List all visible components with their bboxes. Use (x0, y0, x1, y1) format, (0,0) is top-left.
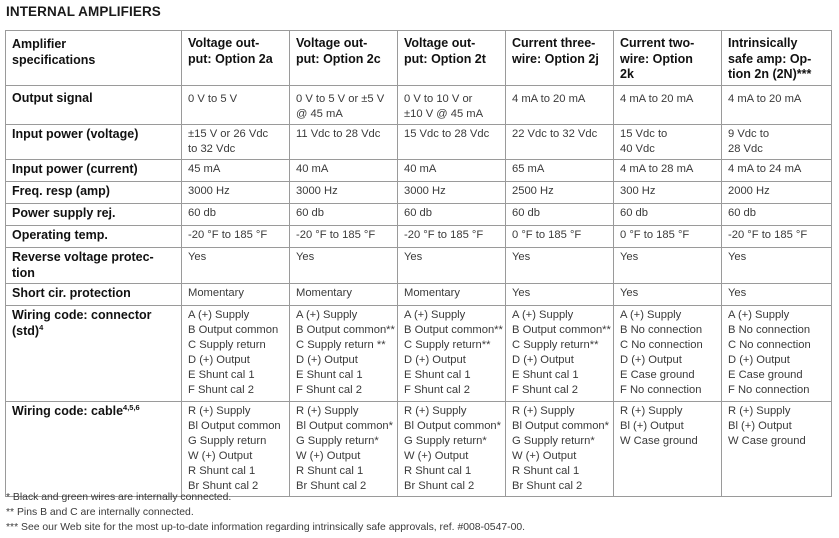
column-header (506, 31, 614, 86)
cell-line: B Output common (188, 324, 279, 336)
cell-line: @ 45 mA (296, 108, 343, 120)
cell-line: 40 Vdc (620, 143, 655, 155)
cell-line: Intrinsically (728, 36, 798, 50)
cell-line: R (+) Supply (404, 405, 467, 417)
footnote-ref: 4 (39, 322, 44, 332)
cell-line: F Shunt cal 2 (296, 384, 362, 396)
cell-line: Momentary (188, 287, 244, 299)
table-cell (722, 226, 832, 248)
cell-line: 4 mA to 20 mA (620, 93, 694, 105)
table-cell (398, 86, 506, 125)
table-cell (614, 226, 722, 248)
row-label-text: Operating temp. (12, 228, 108, 242)
cell-line: A (+) Supply (512, 309, 574, 321)
table-cell (398, 204, 506, 226)
cell-line: 28 Vdc (728, 143, 763, 155)
cell-line: to 32 Vdc (188, 143, 236, 155)
table-cell (290, 182, 398, 204)
footnote: * Black and green wires are internally connected. (6, 492, 232, 503)
cell-line: F Shunt cal 2 (404, 384, 470, 396)
table-row (6, 182, 832, 204)
cell-line: specifications (12, 52, 96, 67)
table-row (6, 306, 832, 402)
cell-line: D (+) Output (620, 354, 682, 366)
cell-line: B No connection (620, 324, 703, 336)
cell-line: 3000 Hz (188, 185, 230, 197)
cell-line: C Supply return ** (296, 339, 386, 351)
cell-line: Bl Output common* (404, 420, 502, 432)
cell-line: 60 db (512, 207, 540, 219)
row-label-line (12, 206, 177, 222)
cell-line: -20 °F to 185 °F (728, 229, 808, 241)
table-cell (182, 182, 290, 204)
table-cell (290, 402, 398, 497)
cell-line: C Supply return (188, 339, 266, 351)
row-label-line (12, 308, 177, 324)
cell-line: ±10 V @ 45 mA (404, 108, 484, 120)
cell-line: Yes (728, 251, 747, 263)
cell-line: 2000 Hz (728, 185, 770, 197)
row-header (6, 306, 182, 402)
table-cell (506, 306, 614, 402)
table-cell (506, 402, 614, 497)
cell-line: Bl Output common (188, 420, 281, 432)
table-cell (506, 86, 614, 125)
table-row (6, 204, 832, 226)
cell-line: Yes (512, 251, 531, 263)
row-header (6, 226, 182, 248)
cell-line: B Output common** (404, 324, 503, 336)
footnote-ref: 4,5,6 (123, 402, 140, 412)
row-label-text: Power supply rej. (12, 206, 116, 220)
row-label-line (12, 266, 177, 282)
row-header (6, 160, 182, 182)
cell-line: 15 Vdc to 28 Vdc (404, 128, 490, 140)
cell-line: 15 Vdc to (620, 128, 668, 140)
row-label-line (12, 324, 177, 340)
cell-line: E Shunt cal 1 (188, 369, 255, 381)
cell-line: D (+) Output (404, 354, 466, 366)
cell-line: 3000 Hz (296, 185, 338, 197)
row-label-text: Reverse voltage protec- (12, 250, 154, 264)
cell-line: 60 db (728, 207, 756, 219)
cell-line: Momentary (404, 287, 460, 299)
table-cell (290, 226, 398, 248)
cell-line: Yes (620, 287, 639, 299)
cell-line: Yes (620, 251, 639, 263)
cell-line: 0 °F to 185 °F (620, 229, 690, 241)
table-cell (290, 125, 398, 160)
cell-line: W (+) Output (296, 450, 361, 462)
cell-line: put: Option 2a (188, 51, 273, 66)
table-cell (722, 306, 832, 402)
table-cell (398, 402, 506, 497)
cell-line: D (+) Output (296, 354, 358, 366)
cell-line: R (+) Supply (188, 405, 251, 417)
row-label-line (12, 286, 177, 302)
table-cell (614, 402, 722, 497)
row-label-line (12, 91, 177, 107)
cell-line: W Case ground (728, 435, 806, 447)
cell-line: C No connection (620, 339, 703, 351)
cell-line: Momentary (296, 287, 352, 299)
table-cell (398, 306, 506, 402)
table-cell (722, 402, 832, 497)
cell-line: R Shunt cal 1 (296, 465, 364, 477)
table-row (6, 226, 832, 248)
cell-line: Yes (296, 251, 315, 263)
amplifier-spec-table (5, 30, 832, 497)
header-row (6, 31, 832, 86)
cell-line: tion 2n (2N)*** (728, 67, 812, 81)
row-label-text: Input power (current) (12, 162, 138, 176)
table-cell (506, 125, 614, 160)
cell-line: R (+) Supply (512, 405, 575, 417)
cell-line: 22 Vdc to 32 Vdc (512, 128, 598, 140)
cell-line: wire: Option 2j (512, 51, 599, 66)
table-cell (182, 204, 290, 226)
table-cell (182, 248, 290, 284)
footnotes (6, 490, 525, 535)
cell-line: R Shunt cal 1 (512, 465, 580, 477)
cell-line: 300 Hz (620, 185, 656, 197)
row-label-line (12, 184, 177, 200)
table-cell (506, 248, 614, 284)
table-cell (290, 306, 398, 402)
table-cell (290, 160, 398, 182)
row-label-line (12, 404, 177, 420)
row-label-line (12, 162, 177, 178)
cell-line: Bl Output common* (512, 420, 610, 432)
table-cell (506, 160, 614, 182)
table-cell (614, 125, 722, 160)
table-cell (722, 204, 832, 226)
row-label-text: Wiring code: cable (12, 404, 124, 418)
cell-line: E Case ground (728, 369, 803, 381)
row-label-line (12, 127, 177, 143)
corner-header (6, 31, 182, 86)
cell-line: A (+) Supply (404, 309, 466, 321)
row-label-text: (std) (12, 323, 40, 338)
table-cell (722, 182, 832, 204)
table-cell (182, 86, 290, 125)
table-cell (182, 284, 290, 306)
cell-line: E Case ground (620, 369, 695, 381)
cell-line: Br Shunt cal 2 (188, 480, 259, 492)
table-cell (398, 160, 506, 182)
table-cell (182, 306, 290, 402)
row-label-text: Output signal (12, 91, 93, 105)
cell-line: C Supply return** (512, 339, 599, 351)
cell-line: 0 V to 5 V (188, 93, 238, 105)
cell-line: 9 Vdc to (728, 128, 770, 140)
cell-line: R (+) Supply (620, 405, 683, 417)
table-cell (398, 125, 506, 160)
table-cell (614, 306, 722, 402)
cell-line: -20 °F to 185 °F (404, 229, 484, 241)
cell-line: C No connection (728, 339, 811, 351)
column-header (722, 31, 832, 86)
cell-line: W (+) Output (512, 450, 577, 462)
cell-line: 60 db (620, 207, 648, 219)
table-cell (614, 160, 722, 182)
cell-line: Br Shunt cal 2 (512, 480, 583, 492)
table-cell (290, 204, 398, 226)
table-cell (398, 226, 506, 248)
cell-line: Amplifier (12, 37, 67, 51)
table-row (6, 86, 832, 125)
cell-line: D (+) Output (728, 354, 790, 366)
cell-line: C Supply return** (404, 339, 491, 351)
cell-line: G Supply return* (512, 435, 595, 447)
cell-line: W Case ground (620, 435, 698, 447)
cell-line: Bl (+) Output (728, 420, 792, 432)
table-cell (182, 226, 290, 248)
cell-line: 4 mA to 20 mA (728, 93, 802, 105)
footnote: *** See our Web site for the most up-to-date information regarding intrinsically safe approvals, ref. #008-0547-00. (6, 522, 526, 533)
cell-line: G Supply return (188, 435, 267, 447)
row-label-text: Input power (voltage) (12, 127, 139, 141)
cell-line: 40 mA (296, 163, 329, 175)
cell-line: 4 mA to 24 mA (728, 163, 802, 175)
cell-line: Yes (188, 251, 207, 263)
section-title: INTERNAL AMPLIFIERS (6, 4, 161, 19)
row-header (6, 125, 182, 160)
cell-line: 65 mA (512, 163, 545, 175)
cell-line: G Supply return* (404, 435, 487, 447)
table-cell (722, 248, 832, 284)
cell-line: 60 db (404, 207, 432, 219)
table-cell (614, 204, 722, 226)
table-row (6, 402, 832, 497)
table-row (6, 160, 832, 182)
cell-line: 4 mA to 28 mA (620, 163, 694, 175)
row-header (6, 248, 182, 284)
column-header (182, 31, 290, 86)
cell-line: R (+) Supply (728, 405, 791, 417)
cell-line: safe amp: Op- (728, 51, 812, 66)
table-cell (506, 204, 614, 226)
cell-line: Current three- (512, 36, 596, 50)
row-label-text: Wiring code: connector (12, 308, 152, 322)
cell-line: Yes (404, 251, 423, 263)
cell-line: B No connection (728, 324, 811, 336)
cell-line: B Output common** (512, 324, 611, 336)
cell-line: R (+) Supply (296, 405, 359, 417)
column-header (398, 31, 506, 86)
cell-line: R Shunt cal 1 (188, 465, 256, 477)
cell-line: 4 mA to 20 mA (512, 93, 586, 105)
footnote: ** Pins B and C are internally connected. (6, 507, 194, 518)
cell-line: Voltage out- (404, 36, 476, 50)
column-header (290, 31, 398, 86)
cell-line: 2k (620, 67, 634, 81)
cell-line: A (+) Supply (620, 309, 682, 321)
cell-line: 40 mA (404, 163, 437, 175)
cell-line: F No connection (728, 384, 810, 396)
table-cell (722, 86, 832, 125)
cell-line: Voltage out- (296, 36, 368, 50)
row-header (6, 204, 182, 226)
cell-line: F Shunt cal 2 (512, 384, 578, 396)
table-cell (722, 160, 832, 182)
cell-line: 45 mA (188, 163, 221, 175)
cell-line: put: Option 2c (296, 51, 381, 66)
cell-line: -20 °F to 185 °F (188, 229, 268, 241)
table-cell (614, 248, 722, 284)
table-cell (722, 284, 832, 306)
cell-line: put: Option 2t (404, 51, 486, 66)
cell-line: Br Shunt cal 2 (296, 480, 367, 492)
cell-line: 2500 Hz (512, 185, 554, 197)
table-cell (398, 248, 506, 284)
cell-line: F Shunt cal 2 (188, 384, 254, 396)
cell-line: 3000 Hz (404, 185, 446, 197)
cell-line: E Shunt cal 1 (296, 369, 363, 381)
table-row (6, 248, 832, 284)
row-header (6, 86, 182, 125)
row-label-text: tion (12, 265, 35, 280)
cell-line: Voltage out- (188, 36, 260, 50)
cell-line: Yes (512, 287, 531, 299)
cell-line: Yes (728, 287, 747, 299)
table-cell (614, 182, 722, 204)
cell-line: Current two- (620, 36, 695, 50)
table-cell (506, 226, 614, 248)
cell-line: A (+) Supply (728, 309, 790, 321)
cell-line: 0 °F to 185 °F (512, 229, 582, 241)
cell-line: F No connection (620, 384, 702, 396)
column-header (614, 31, 722, 86)
cell-line: A (+) Supply (296, 309, 358, 321)
cell-line: W (+) Output (404, 450, 469, 462)
cell-line: W (+) Output (188, 450, 253, 462)
table-cell (182, 402, 290, 497)
table-cell (290, 86, 398, 125)
row-label-line (12, 250, 177, 266)
cell-line: -20 °F to 185 °F (296, 229, 376, 241)
cell-line: E Shunt cal 1 (404, 369, 471, 381)
cell-line: 60 db (296, 207, 324, 219)
row-label-text: Short cir. protection (12, 286, 131, 300)
cell-line: wire: Option (620, 51, 693, 66)
cell-line: 0 V to 5 V or ±5 V (296, 93, 385, 105)
row-header (6, 284, 182, 306)
cell-line: 0 V to 10 V or (404, 93, 473, 105)
cell-line: E Shunt cal 1 (512, 369, 579, 381)
table-cell (398, 182, 506, 204)
row-label-line (12, 228, 177, 244)
cell-line: D (+) Output (188, 354, 250, 366)
table-cell (182, 125, 290, 160)
table-cell (398, 284, 506, 306)
cell-line: 60 db (188, 207, 216, 219)
table-cell (290, 284, 398, 306)
row-header (6, 182, 182, 204)
table-cell (290, 248, 398, 284)
cell-line: 11 Vdc to 28 Vdc (296, 128, 381, 140)
cell-line: ±15 V or 26 Vdc (188, 128, 269, 140)
table-cell (614, 284, 722, 306)
table-cell (506, 284, 614, 306)
cell-line: R Shunt cal 1 (404, 465, 472, 477)
table-row (6, 125, 832, 160)
row-header (6, 402, 182, 497)
cell-line: B Output common** (296, 324, 395, 336)
cell-line: Bl Output common* (296, 420, 394, 432)
table-row (6, 284, 832, 306)
table-cell (722, 125, 832, 160)
table-cell (614, 86, 722, 125)
cell-line: A (+) Supply (188, 309, 250, 321)
cell-line: Bl (+) Output (620, 420, 684, 432)
table-cell (182, 160, 290, 182)
cell-line: D (+) Output (512, 354, 574, 366)
cell-line: Br Shunt cal 2 (404, 480, 475, 492)
cell-line: G Supply return* (296, 435, 379, 447)
table-cell (506, 182, 614, 204)
row-label-text: Freq. resp (amp) (12, 184, 110, 198)
